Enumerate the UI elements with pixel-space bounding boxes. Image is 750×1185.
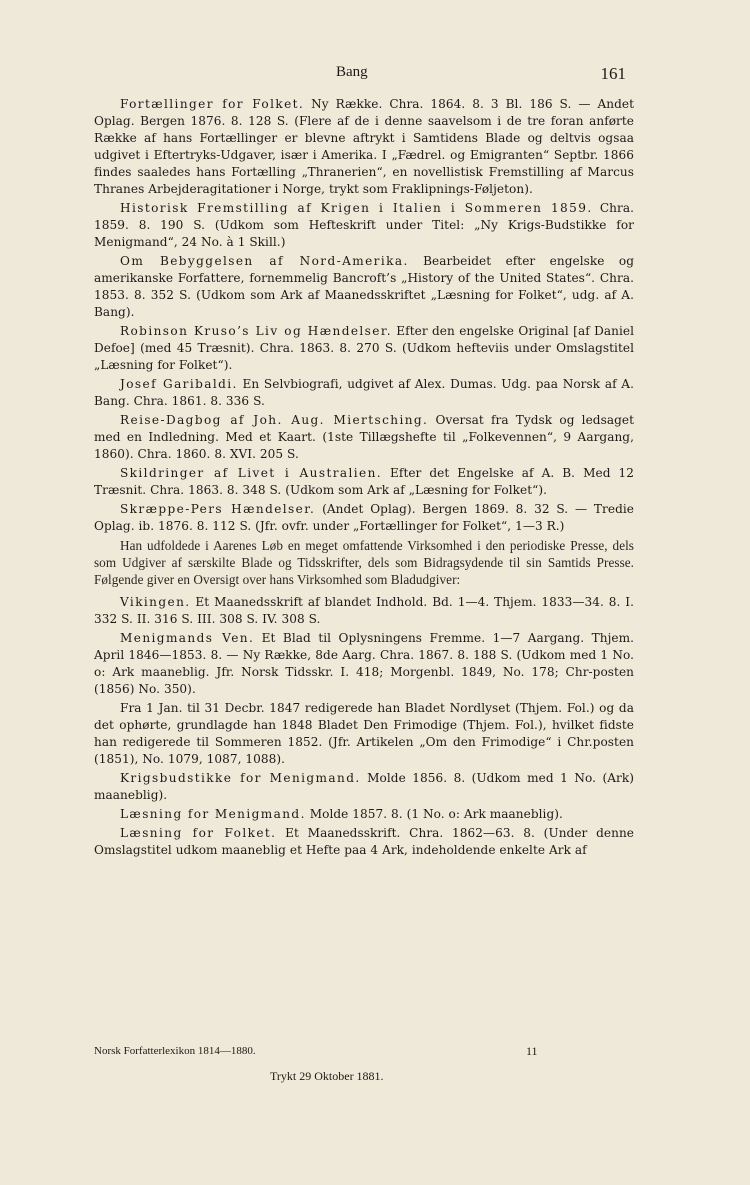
- body-text: [94, 96, 634, 859]
- entry-text: Molde 1857. 8. (1 No. o: Ark maaneblig).: [305, 807, 563, 821]
- entry-title: Vikingen.: [120, 595, 191, 609]
- page-number: 161: [600, 64, 626, 83]
- print-date: Trykt 29 Oktober 1881.: [270, 1069, 384, 1083]
- page-header: [0, 64, 750, 88]
- entry: [94, 594, 634, 628]
- entry-text: Et Maanedsskrift af blandet Indhold. Bd. 1—4. Thjem. 1833—34. 8. I. 332 S. II. 316 S. III. 308 S. IV. 308 S.: [94, 595, 634, 626]
- entry-text: Fra 1 Jan. til 31 Decbr. 1847 redigerede han Bladet Nordlyset (Thjem. Fol.) og da det ophørte, grundlagde han 1848 Bladet Den Frimodige (Thjem. Fol.), hvilket fidste han redigerede til Sommeren 1852. (Jfr. Artikelen „Om den Frimodige“ i Chr.posten (1851), No. 1079, 1087, 1088).: [94, 701, 634, 766]
- entry-title: Historisk Fremstilling af Krigen i Italien i Sommeren 1859.: [120, 201, 593, 215]
- entry-title: Skildringer af Livet i Australien.: [120, 466, 383, 480]
- footer-title: Norsk Forfatterlexikon 1814—1880.: [94, 1045, 256, 1057]
- entry: [94, 825, 634, 859]
- entry-text: En Selvbiografi, udgivet af Alex. Dumas. Udg. paa Norsk af A. Bang. Chra. 1861. 8. 336 S.: [94, 377, 634, 408]
- entry-title: Josef Garibaldi.: [120, 377, 238, 391]
- entry-title: Reise-Dagbog af Joh. Aug. Miertsching.: [120, 413, 429, 427]
- entry-text: Et Maanedsskrift. Chra. 1862—63. 8. (Under denne Omslagstitel udkom maaneblig et Hefte paa 4 Ark, indeholdende enkelte Ark af: [94, 826, 634, 857]
- entry-title: Robinson Kruso’s Liv og Hændelser.: [120, 324, 392, 338]
- entry: [94, 501, 634, 535]
- entry: [94, 700, 634, 768]
- entry: [94, 806, 634, 823]
- entry-text: Molde 1856. 8. (Udkom med 1 No. (Ark) maaneblig).: [94, 771, 634, 802]
- signature-mark: 11: [526, 1044, 538, 1058]
- entry: [94, 96, 634, 198]
- entry-text: Chra. 1859. 8. 190 S. (Udkom som Hefteskrift under Titel: „Ny Krigs-Budstikke for Menigmand“, 24 No. à 1 Skill.): [94, 201, 634, 249]
- entry: [94, 376, 634, 410]
- entry: [94, 630, 634, 698]
- entry-title: Læsning for Menigmand.: [120, 807, 306, 821]
- intro-paragraph: Han udfoldede i Aarenes Løb en meget omfattende Virksomhed i den periodiske Presse, dels som Udgiver af særskilte Blade og Tidsskrifter, dels som Bidragsydende til sin Samtids Presse. Følgende giver en Oversigt over hans Virksomhed som Bladudgiver:: [94, 538, 634, 587]
- entry: [94, 323, 634, 374]
- entry-text: Efter det Engelske af A. B. Med 12 Træsnit. Chra. 1863. 8. 348 S. (Udkom som Ark af „Læsning for Folket“).: [94, 466, 635, 497]
- entry-text: Bearbeidet efter engelske og amerikanske Forfattere, fornemmelig Bancroft’s „History of the United States“. Chra. 1853. 8. 352 S. (Udkom som Ark af Maanedsskriftet „Læsning for Folket“, udg. af A. Bang).: [94, 254, 634, 319]
- entry-text: (Andet Oplag). Bergen 1869. 8. 32 S. — Tredie Oplag. ib. 1876. 8. 112 S. (Jfr. ovfr. under „Fortællinger for Folket“, 1—3 R.): [94, 502, 635, 533]
- entry: [94, 465, 634, 499]
- entry: [94, 412, 634, 463]
- entry-text: Oversat fra Tydsk og ledsaget med en Indledning. Med et Kaart. (1ste Tillægshefte til „Folkevennen“, 9 Aargang, 1860). Chra. 1860. 8. XVI. 205 S.: [94, 413, 634, 461]
- entry-text: Efter den engelske Original [af Daniel Defoe] (med 45 Træsnit). Chra. 1863. 8. 270 S. (Udkom hefteviis under Omslagstitel „Læsning for Folket“).: [94, 324, 634, 372]
- entry-title: Krigsbudstikke for Menigmand.: [120, 771, 361, 785]
- entry-text: Ny Række. Chra. 1864. 8. 3 Bl. 186 S. — Andet Oplag. Bergen 1876. 8. 128 S. (Flere af de i denne saavelsom i de tre foran anførte Række af hans Fortællinger er blevne aftrykt i Samtidens Blade og deltvis ogsaa udgivet i Eftertryks-Udgaver, især i Amerika. I „Fædrel. og Emigranten“ Septbr. 1866 findes saaledes hans Fortælling „Thranerien“, en novellistisk Fremstilling af Marcus Thranes Arbejderagitationer i Norge, trykt som Fraklipnings-Føljeton).: [94, 97, 634, 196]
- entry-title: Menigmands Ven.: [120, 631, 255, 645]
- entry-title: Om Bebyggelsen af Nord-Amerika.: [120, 254, 409, 268]
- entry-title: Skræppe-Pers Hændelser.: [120, 502, 316, 516]
- running-head: Bang: [336, 64, 368, 80]
- entry: [94, 770, 634, 804]
- entry: [94, 253, 634, 321]
- entry-title: Læsning for Folket.: [120, 826, 277, 840]
- entry-title: Fortællinger for Folket.: [120, 97, 305, 111]
- entry-text: Et Blad til Oplysningens Fremme. 1—7 Aargang. Thjem. April 1846—1853. 8. — Ny Række, 8de Aarg. Chra. 1867. 8. 188 S. (Udkom med 1 No. o: Ark maaneblig. Jfr. Norsk Tidsskr. I. 418; Morgenbl. 1849, No. 178; Chr-posten (1856) No. 350).: [94, 631, 634, 696]
- entry: [94, 200, 634, 251]
